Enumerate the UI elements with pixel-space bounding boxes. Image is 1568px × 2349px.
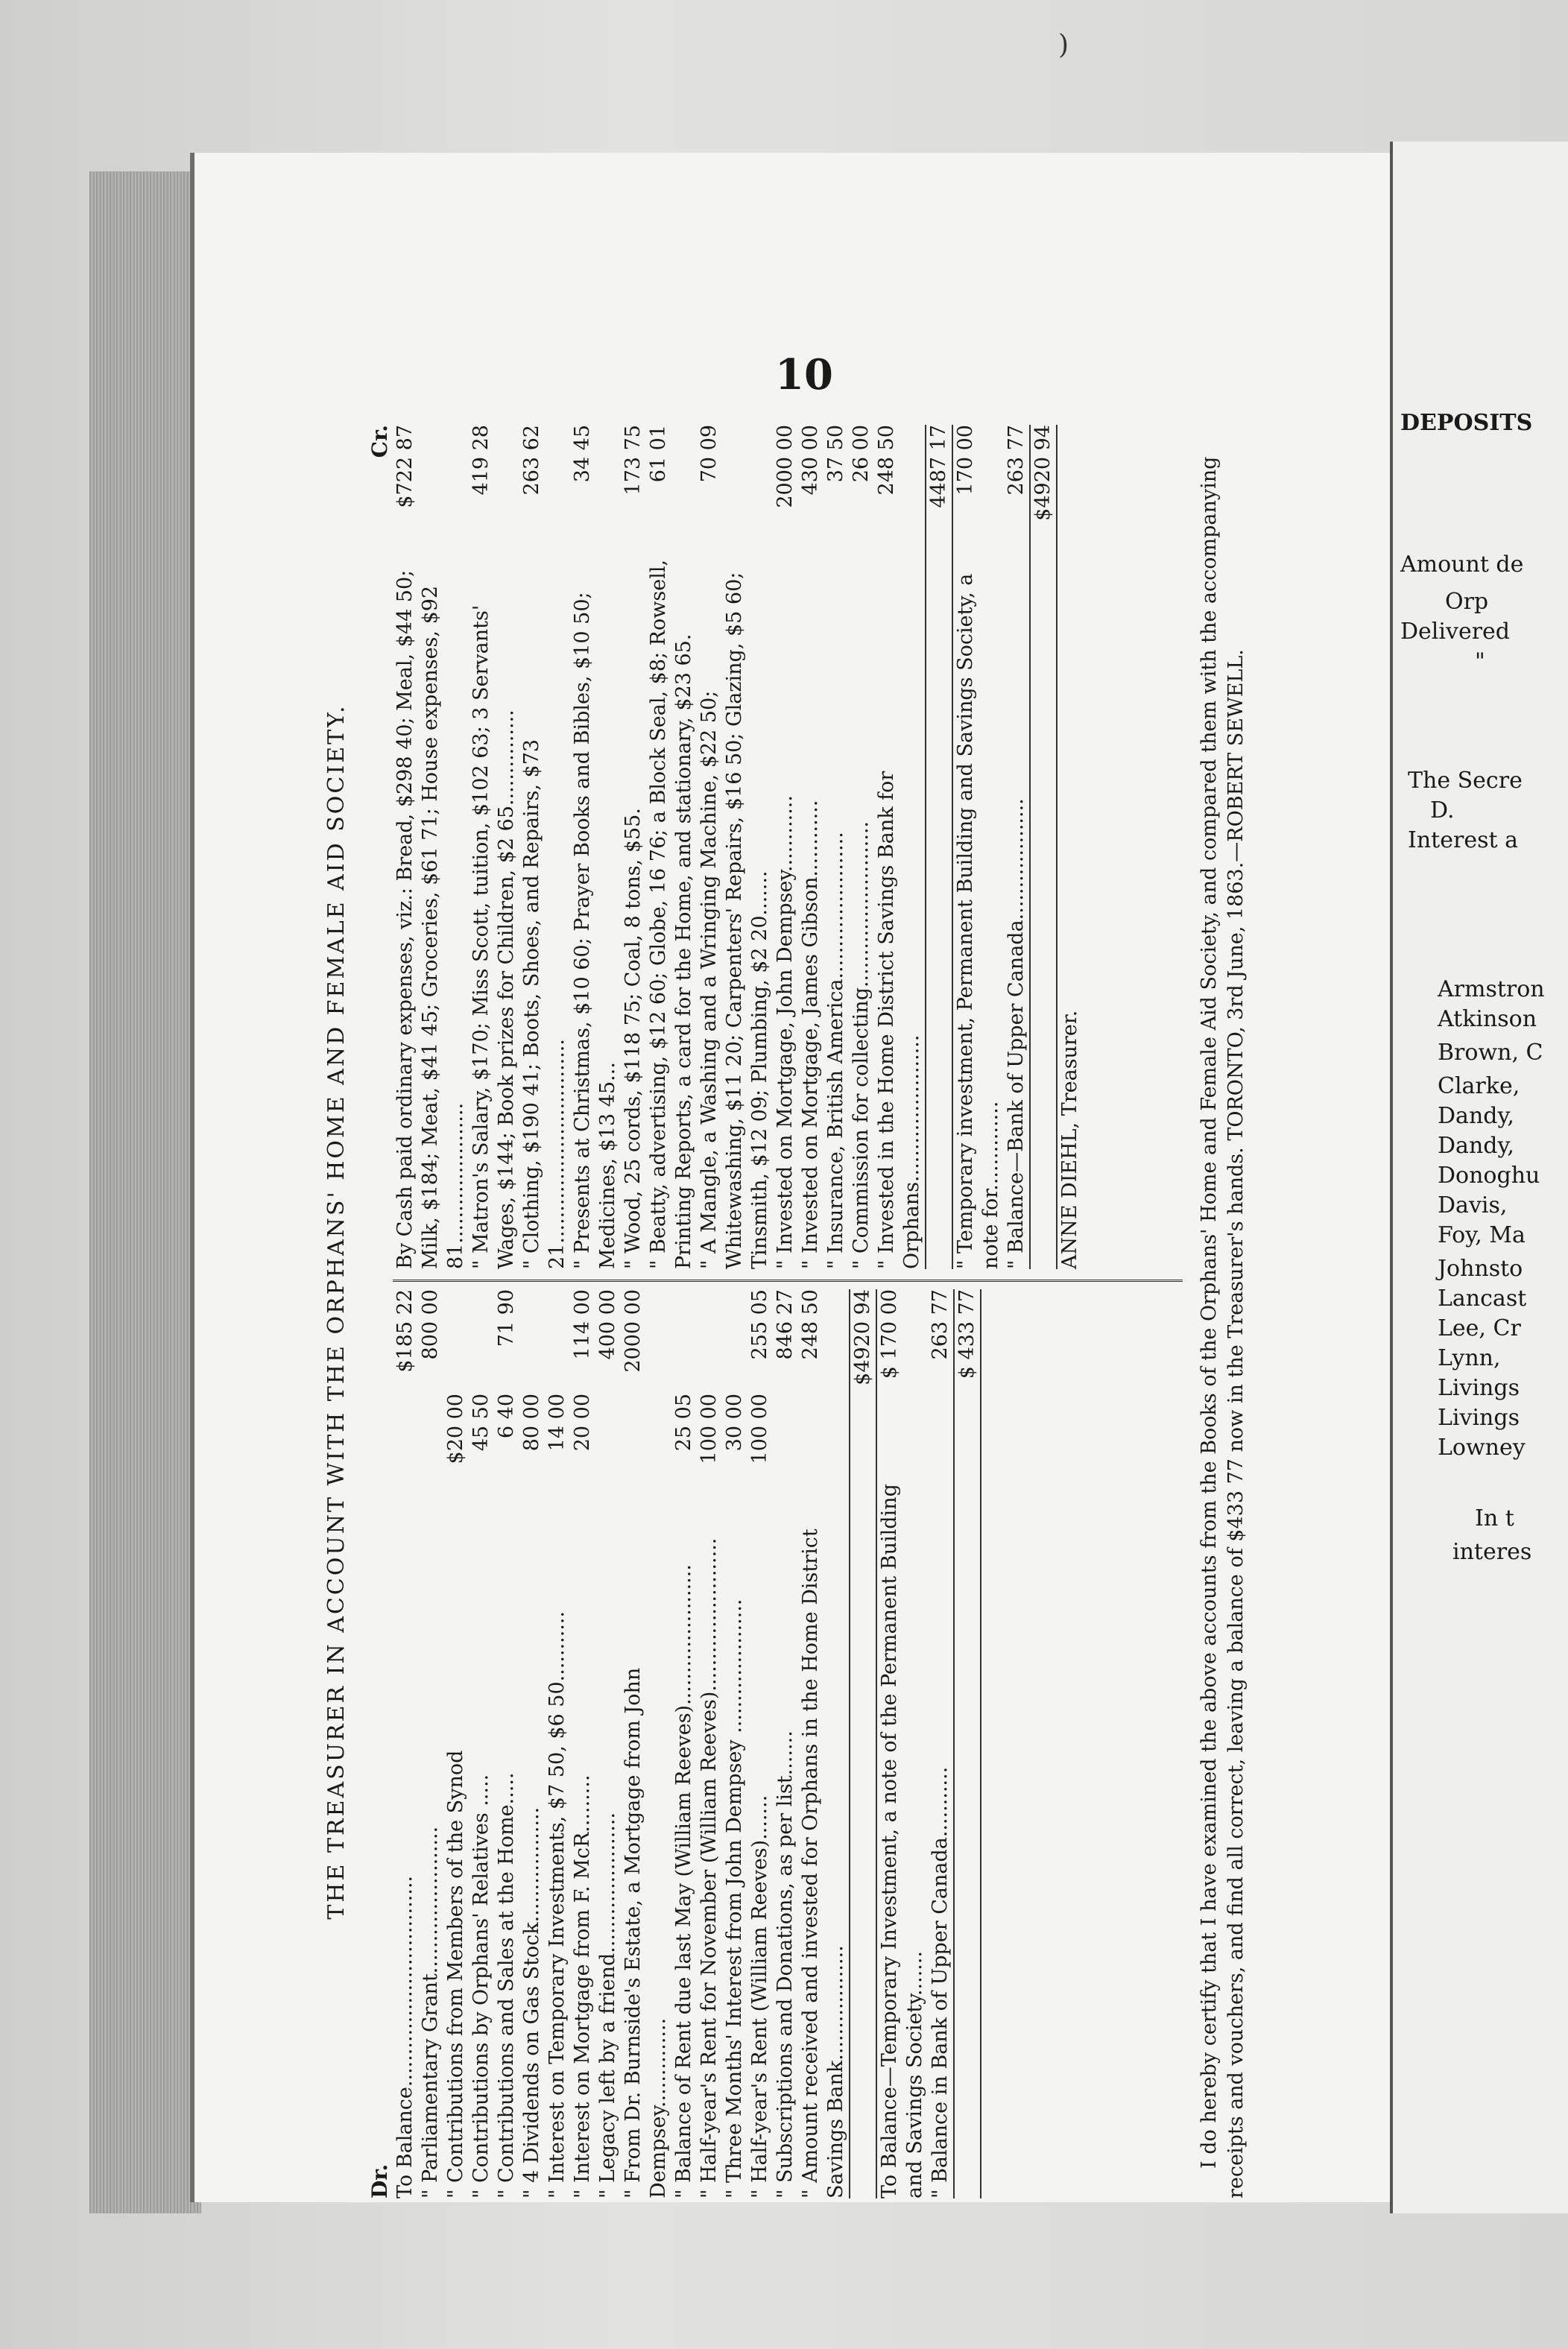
debit-row [671,1289,697,2198]
credit-amount: 170 00 [954,425,977,496]
facing-line: Lancast [1438,1286,1527,1312]
credit-amount: $4920 94 [1031,425,1055,521]
credit-row [570,425,621,1269]
facing-line: Atkinson [1438,1006,1537,1032]
credit-desc: " Commission for collecting.......................... [850,821,873,1269]
facing-line: Orp [1445,589,1489,615]
credit-desc: " Invested on Mortgage, James Gibson............ [799,800,822,1269]
debit-subamount: 80 00 [520,1394,543,1452]
debit-amount: $4920 94 [851,1289,874,1385]
facing-line: Lowney [1438,1435,1526,1461]
credit-row [925,425,953,1269]
debit-row [621,1289,671,2198]
debit-desc: " Three Months' Interest from John Dempsey ..................... [723,1599,746,2198]
debit-desc: " Parliamentary Grant....................... [419,1826,442,2198]
debit-subamount: $20 00 [444,1394,467,1464]
facing-line: Dandy, [1438,1133,1514,1159]
debit-desc: " Contributions and Sales at the Home..... [495,1772,518,2198]
credit-desc: " Invested on Mortgage, John Dempsey............ [774,795,797,1269]
ledger-rotated-block [324,425,1382,2198]
debit-subamount: 45 50 [470,1394,493,1452]
debit-subamount: 20 00 [571,1394,594,1452]
debit-desc: " Subscriptions and Donations, as per list....... [774,1730,797,2198]
facing-line: Brown, C [1438,1040,1543,1066]
credit-column [393,425,1183,1280]
debit-row [443,1289,469,2198]
credit-desc: " Balance—Bank of Upper Canada................... [1005,798,1028,1269]
facing-line: D. [1430,797,1455,823]
credit-row [621,425,646,1269]
debit-desc: " Half-year's Rent (William Reeves)....... [748,1795,771,2198]
debit-row [393,1289,418,2198]
certification-text: I do hereby certify that I have examined the above accounts from the Books of the Orphans' Home and Female Aid Society, and compared them with the accompanying receipts and vouchers, and find all correct, leaving a balance of $433 77 now in the Treasurer's hands. TORONTO, 3rd June, 1863.—ROBERT SEWELL. [1198,456,1248,2198]
debit-row [469,1289,494,2198]
facing-line: Livings [1438,1405,1520,1431]
credit-desc: " Temporary investment, Permanent Building and Savings Society, a note for.............. [954,567,1002,1269]
debit-amount: 400 00 [596,1289,619,1360]
scan-mark: ) [1058,30,1069,60]
debit-subamount: 100 00 [698,1394,721,1464]
debit-subamount: 14 00 [546,1394,569,1452]
credit-row [849,425,874,1269]
debit-column [393,1280,1183,2198]
debit-desc: " Balance of Rent due last May (William Reeves)...................... [672,1564,695,2198]
credit-desc: " Insurance, British America....................... [824,832,847,1269]
facing-page [1390,142,1568,2213]
facing-line: " [1475,648,1485,674]
credit-desc: " Presents at Christmas, $10 60; Prayer Books and Bibles, $10 50; Medicines, $13 45... [571,585,619,1269]
credit-row [1058,425,1083,1269]
credit-row [773,425,798,1269]
facing-line: Interest a [1408,827,1518,853]
facing-heading: DEPOSITS [1400,410,1533,436]
debit-row [570,1289,595,2198]
credit-amount: 26 00 [850,425,873,483]
debit-amount: $ 433 77 [955,1289,979,1379]
credit-desc: By Cash paid ordinary expenses, viz.: Bread, $298 40; Meal, $44 50; Milk, $184; Meat, $41 45; Groceries, $61 71; House expenses, $92 81...................... [393,563,467,1269]
facing-line: Lee, Cr [1438,1315,1521,1341]
cr-label: Cr. [367,425,392,458]
credit-row [953,425,1004,1269]
facing-line: The Secre [1408,768,1523,794]
page-number: 10 [775,350,833,399]
debit-desc: " From Dr. Burnside's Estate, a Mortgage from John Dempsey.............. [622,1661,670,2198]
credit-row [697,425,773,1269]
credit-amount: 248 50 [875,425,898,496]
facing-line: Delivered [1400,619,1510,645]
debit-desc: " Legacy left by a friend...................... [596,1812,619,2198]
credit-amount: 430 00 [799,425,822,496]
facing-line: Livings [1438,1375,1520,1401]
facing-line: Donoghu [1438,1163,1540,1189]
debit-row [953,1289,981,2198]
credit-row [519,425,570,1269]
debit-desc: To Balance—Temporary Investment, a note of the Permanent Building and Savings Society....... [878,1477,926,2198]
facing-line: In t [1475,1505,1514,1531]
credit-amount: 37 50 [824,425,847,483]
credit-amount: 419 28 [470,425,493,496]
credit-row [469,425,519,1269]
debit-row [798,1289,849,2198]
debit-amount: 114 00 [571,1289,594,1360]
debit-amount: 71 90 [495,1289,518,1347]
debit-row [494,1289,519,2198]
debit-amount: 248 50 [799,1289,822,1360]
credit-desc: " A Mangle, a Washing and a Wringing Machine, $22 50; Whitewashing, $11 20; Carpenters' Repairs, $16 50; Glazing, $5 60; Tinsmith, $12 09; Plumbing, $2 20....... [698,566,771,1269]
facing-line: Clarke, [1438,1073,1520,1099]
debit-subamount: 25 05 [672,1394,695,1452]
debit-desc: " Contributions from Members of the Synod [444,1750,467,2198]
credit-row [798,425,823,1269]
debit-desc: " Half-year's Rent for November (William Reeves)........................ [698,1537,721,2198]
debit-amount: 255 05 [748,1289,771,1360]
credit-row [874,425,925,1269]
facing-line: Johnsto [1438,1256,1523,1282]
facing-line: Foy, Ma [1438,1222,1526,1248]
credit-amount: 4487 17 [927,425,950,508]
debit-row [747,1289,773,2198]
credit-row [393,425,469,1269]
facing-line: Dandy, [1438,1103,1514,1129]
credit-amount: 263 62 [520,425,543,496]
debit-amount: $185 22 [393,1289,417,1373]
debit-desc: " Contributions by Orphans' Relatives ..... [470,1774,493,2198]
credit-row [1004,425,1029,1269]
facing-line: Amount de [1400,551,1524,578]
credit-row [823,425,849,1269]
debit-row [722,1289,747,2198]
credit-amount: 2000 00 [774,425,797,508]
credit-row [646,425,697,1269]
dr-label: Dr. [367,2163,392,2198]
debit-amount: $ 170 00 [878,1289,901,1379]
debit-desc: " Interest on Mortgage from F. McR......... [571,1774,594,2198]
credit-desc: " Wood, 25 cords, $118 75; Coal, 8 tons, $55. [622,808,645,1269]
debit-row [697,1289,722,2198]
debit-desc: " 4 Dividends on Gas Stock.................. [520,1806,543,2198]
debit-amount: 2000 00 [622,1289,645,1373]
debit-row [418,1289,443,2198]
debit-row [519,1289,545,2198]
credit-desc: " Matron's Salary, $170; Miss Scott, tuition, $102 63; 3 Servants' Wages, $144; Book prizes for Children, $2 65............... [470,598,518,1269]
debit-subamount: 30 00 [723,1394,746,1452]
debit-row [849,1289,877,2198]
facing-line: Armstron [1438,976,1545,1002]
debit-row [877,1289,928,2198]
debit-row [595,1289,621,2198]
book-page-edges [89,171,201,2213]
facing-line: Davis, [1438,1192,1508,1218]
debit-row [928,1289,953,2198]
credit-amount: $722 87 [393,425,417,508]
credit-desc: " Beatty, advertising, $12 60; Globe, 16 76; a Block Seal, $8; Rowsell, Printing Reports, a card for the Home, and stationary, $23 65. [647,553,695,1269]
debit-desc: To Balance................................. [393,1875,417,2198]
credit-desc: " Invested in the Home District Savings Bank for Orphans....................... [875,765,923,1269]
debit-amount: 846 27 [774,1289,797,1360]
ledger-columns [393,425,1183,2198]
facing-line: Lynn, [1438,1345,1501,1371]
debit-desc: " Balance in Bank of Upper Canada........... [929,1766,952,2198]
credit-amount: 61 01 [647,425,670,483]
debit-amount: 800 00 [419,1289,442,1360]
debit-amount: 263 77 [929,1289,952,1360]
credit-row [1029,425,1058,1269]
debit-desc: " Interest on Temporary Investments, $7 50, $6 50........... [546,1610,569,2198]
credit-desc: ANNE DIEHL, Treasurer. [1058,1010,1081,1269]
credit-amount: 34 45 [571,425,594,483]
debit-subamount: 100 00 [748,1394,771,1464]
debit-row [773,1289,798,2198]
credit-desc: " Clothing, $190 41; Boots, Shoes, and Repairs, $73 21................................ [520,733,569,1269]
credit-amount: 263 77 [1005,425,1028,496]
debit-desc: " Amount received and invested for Orphans in the Home District Savings Bank.................. [799,1522,847,2198]
facing-line: interes [1452,1539,1532,1565]
credit-amount: 173 75 [622,425,645,496]
ledger-title: THE TREASURER IN ACCOUNT WITH THE ORPHANS' HOME AND FEMALE AID SOCIETY. [323,704,350,1920]
credit-amount: 70 09 [698,425,721,483]
debit-subamount: 6 40 [495,1394,518,1439]
debit-row [545,1289,570,2198]
